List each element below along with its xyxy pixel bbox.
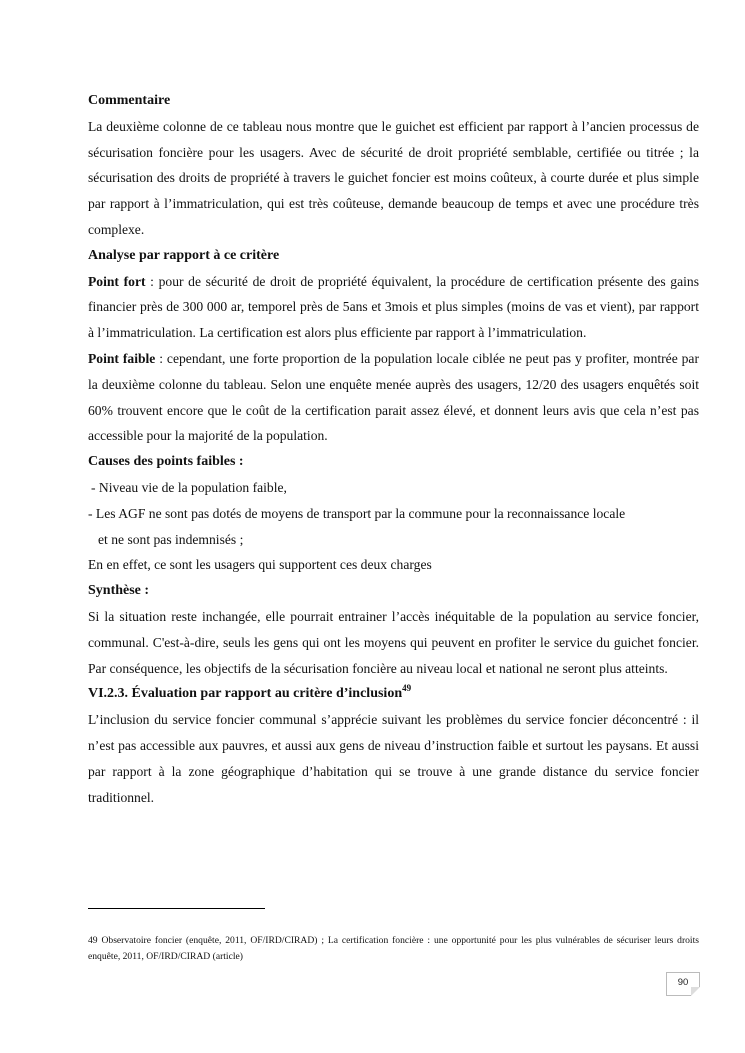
point-fort-paragraph xyxy=(88,269,699,346)
section-heading xyxy=(88,681,699,707)
causes-item-2-continuation: et ne sont pas indemnisés ; xyxy=(98,531,244,547)
causes-item-1: - Niveau vie de la population faible, xyxy=(91,479,287,495)
commentaire-heading: Commentaire xyxy=(88,93,171,108)
point-faible-text: : cependant, une forte proportion de la population locale ciblée ne peut pas y profiter, montrée par la deuxième colonne du tableau. Selon une enquête menée auprès des usagers, 12/20 des usagers enquêtés soit 60% trouvent encore que le coût de la certification parait assez élevé, et donnent leurs avis que cela n’est pas accessible pour la majorité de la population. xyxy=(88,350,699,444)
commentaire-paragraph: La deuxième colonne de ce tableau nous montre que le guichet est efficient par rapport à l’ancien processus de sécurisation foncière pour les usagers. Avec de sécurité de droit propriété semblable, certifiée ou titrée ; la sécurisation des droits de propriété à travers le guichet foncier est moins coûteux, à courte durée et plus simple par rapport à l’immatriculation, qui est très coûteuse, demande beaucoup de temps et avec une procédure très complexe. xyxy=(88,118,699,237)
analyse-heading: Analyse par rapport à ce critère xyxy=(88,247,280,263)
point-fort-text: : pour de sécurité de droit de propriété équivalent, la procédure de certification présente des gains financier près de 300 000 ar, temporel près de 5ans et 3mois et plus simples (moins de vas et vient), par rapport à l’immatriculation. La certification est alors plus efficiente par rapport à l’immatriculation. xyxy=(88,273,699,341)
point-faible-paragraph xyxy=(88,346,699,449)
synthese-paragraph: Si la situation reste inchangée, elle pourrait entrainer l’accès inéquitable de la population au service foncier, communal. C'est-à-dire, seuls les gens qui ont les moyens qui peuvent en profiter le service du guichet foncier. Par conséquence, les objectifs de la sécurisation foncière au niveau local et national ne seront plus atteints. xyxy=(88,608,699,676)
causes-heading: Causes des points faibles : xyxy=(88,454,244,470)
footnote: 49 Observatoire foncier (enquête, 2011, OF/IRD/CIRAD) ; La certification foncière : une opportunité pour les plus vulnérables de sécuriser leurs droits enquête, 2011, OF/IRD/CIRAD (article) xyxy=(88,935,699,962)
inclusion-paragraph: L’inclusion du service foncier communal s’apprécie suivant les problèmes du service foncier déconcentré : il n’est pas accessible aux pauvres, et aussi aux gens de niveau d’instruction faible et surtout les paysans. Et aussi par rapport à la zone géographique d’habitation qui se trouve à une grande distance du service foncier traditionnel. xyxy=(88,712,699,805)
section-heading-text: VI.2.3. Évaluation par rapport au critère d’inclusion xyxy=(88,686,403,702)
causes-conclusion: En en effet, ce sont les usagers qui supportent ces deux charges xyxy=(88,557,432,573)
footnote-reference[interactable]: 49 xyxy=(402,683,412,694)
point-faible-label: Point faible xyxy=(88,350,156,366)
page-number-box xyxy=(666,972,700,996)
body-text xyxy=(88,88,699,810)
point-fort-label: Point fort xyxy=(88,273,146,289)
page-curl-icon xyxy=(691,987,700,996)
footnote-separator xyxy=(88,908,265,909)
synthese-heading: Synthèse : xyxy=(88,583,150,599)
causes-item-2: - Les AGF ne sont pas dotés de moyens de transport par la commune pour la reconnaissance locale xyxy=(88,505,626,521)
page-number: 90 xyxy=(677,977,689,988)
